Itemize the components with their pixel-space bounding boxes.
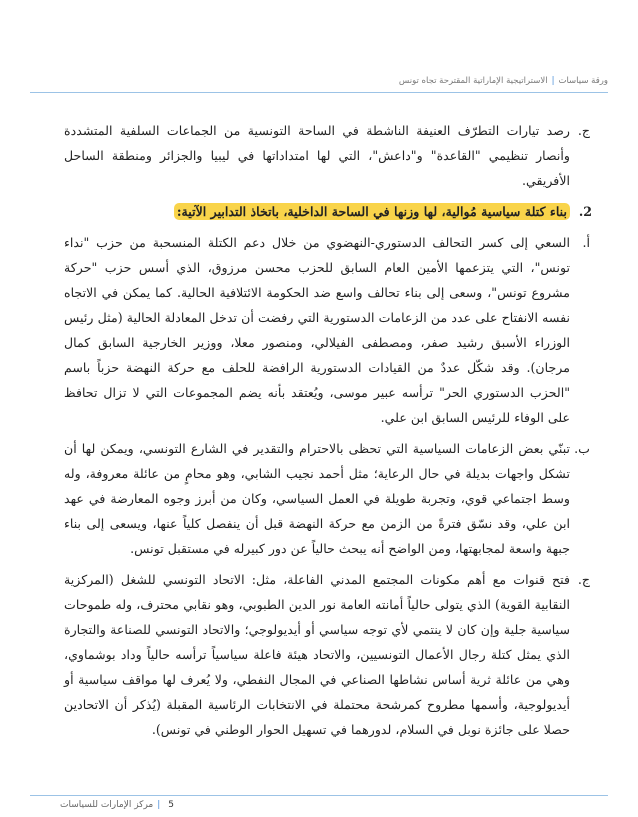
list-item xyxy=(64,230,590,430)
page-number: 5 xyxy=(168,800,175,810)
item-label: أ. xyxy=(582,235,590,250)
header-subtitle: الاستراتيجية الإماراتية المقترحة تجاه تونس xyxy=(398,76,548,86)
header-rule xyxy=(30,92,608,93)
item-label: ج. xyxy=(577,572,590,587)
section-heading xyxy=(64,199,592,224)
item-text: بناء كتلة سياسية مُوالية، لها وزنها في الساحة الداخلية، باتخاذ التدابير الآتية: xyxy=(174,203,570,220)
header-separator: | xyxy=(551,76,555,86)
footer-separator: | xyxy=(157,800,161,810)
list-item xyxy=(64,567,590,742)
header-text xyxy=(399,76,608,86)
list-item xyxy=(64,436,590,561)
footer-org: مركز الإمارات للسياسات xyxy=(60,800,154,810)
list-item xyxy=(64,118,590,193)
item-label: 2. xyxy=(578,204,592,219)
page-footer xyxy=(60,800,174,810)
item-text: فتح قنوات مع أهم مكونات المجتمع المدني الفاعلة، مثل: الاتحاد التونسي للشغل (المركزية النقابية القوية) الذي يتولى حالياً أمانته العامة نور الدين الطبوبي، وهو نقابي محترف، وله طموحات سياسية جلية وإن كان لا ينتمي لأي توجه سياسي أو أيديولوجي؛ والاتحاد التونسي للصناعة والتجارة الذي يمثل كتلة رجال الأعمال التونسيين، والاتحاد هيئة فاعلة سياسياً ترأسه حالياً وداد بوشماوي، وهي من عائلة ثرية أساس نشاطها الصناعي في المجال النفطي، ولا يُعرف لها مواقف سياسية أو أيديولوجية، وأسمها مطروح كمرشحة محتملة في الانتخابات الرئاسية المقبلة (يُذكر أن الاتحادين حصلا على جائزة نوبل في السلام، لدورهما في تسهيل الحوار الوطني في تونس). xyxy=(64,572,570,737)
item-text: السعي إلى كسر التحالف الدستوري-النهضوي من خلال دعم الكتلة المنسحبة من حزب "نداء تونس"، التي يتزعمها الأمين العام السابق للحزب محسن مرزوق، الذي أسس حزب "حركة مشروع تونس"، وسعى إلى بناء تحالف واسع ضد الحكومة الائتلافية الحالية. كما يمكن في الاتجاه نفسه الانفتاح على عدد من الزعامات الدستورية التي رفضت أن تدخل المعادلة الحالية (مثل رئيس الوزراء الأسبق رشيد صفر، ومصطفى الفيلالي، ومنصور معلا، ووزير الخارجية السابق كمال مرجان). وقد شكّل عددٌ من القيادات الدستورية الرافضة للحلف مع حركة النهضة حزباً باسم "الحزب الدستوري الحر" ترأسه عبير موسى، ويُعتقد بأنه يضم المجموعات التي لا تزال تحافظ على الوفاء للرئيس السابق ابن علي. xyxy=(64,235,570,425)
item-label: ب. xyxy=(574,441,590,456)
header-title: ورقة سياسات xyxy=(558,76,608,86)
document-body xyxy=(64,118,592,748)
item-label: ج. xyxy=(577,123,590,138)
footer-rule xyxy=(30,795,608,796)
item-text: رصد تيارات التطرّف العنيفة الناشطة في الساحة التونسية من الجماعات السلفية المتشددة وأنصار تنظيمي "القاعدة" و"داعش"، التي لها امتداداتها في ليبيا والجزائر ومنطقة الساحل الأفريقي. xyxy=(64,123,570,188)
item-text: تبنّي بعض الزعامات السياسية التي تحظى بالاحترام والتقدير في الشارع التونسي، ويمكن لها أن تشكل واجهات بديلة في حال الرعاية؛ مثل أحمد نجيب الشابي، وهو محامٍ من عائلة معروفة، وله وسط اجتماعي قوي، وتجربة طويلة في العمل السياسي، وكان من أبرز وجوه المعارضة في عهد ابن علي، وقد نسّق فترةً من الزمن مع حركة النهضة قبل أن ينفصل كلياً عنها، ويسعى إلى بناء جبهة واسعة لمجابهتها، ومن الواضح أنه يبحث حالياً عن دور كبيرله في مستقبل تونس. xyxy=(64,441,570,556)
page-header xyxy=(30,76,608,92)
